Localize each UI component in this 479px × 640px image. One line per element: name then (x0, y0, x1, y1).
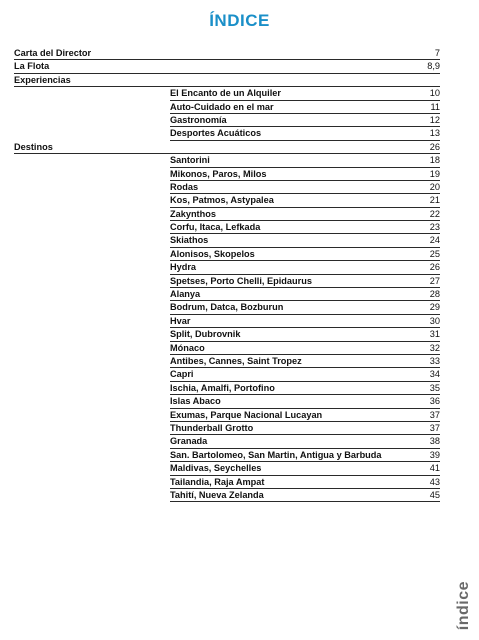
toc-entry-label: Zakynthos (170, 208, 216, 219)
toc-entry-label: Granada (170, 436, 208, 447)
toc-entry-label: Skiathos (170, 235, 209, 246)
toc-entry-page: 45 (429, 489, 440, 500)
toc-entry[interactable] (170, 489, 440, 502)
toc-entry[interactable] (170, 328, 440, 341)
toc-entry-page: 28 (429, 289, 440, 300)
toc-entry[interactable] (14, 47, 440, 60)
toc-entry-page: 26 (429, 262, 440, 273)
toc-entry[interactable] (170, 315, 440, 328)
toc-entry-page: 20 (429, 181, 440, 192)
toc-entry-label: Thunderball Grotto (170, 422, 254, 433)
toc-entry-label: Split, Dubrovnik (170, 329, 241, 340)
toc-entry-label: Destinos (14, 141, 53, 152)
toc-entry[interactable] (14, 141, 440, 154)
toc-entry[interactable] (170, 301, 440, 314)
page-title: ÍNDICE (209, 11, 270, 30)
toc-entry-label: Tahití, Nueva Zelanda (170, 489, 264, 500)
toc-entry[interactable] (170, 261, 440, 274)
toc-entry-label: Spetses, Porto Chelli, Epidaurus (170, 275, 312, 286)
toc-entry-label: Alanya (170, 289, 201, 300)
toc-entry-page: 23 (429, 222, 440, 233)
toc-entry-label: San. Bartolomeo, San Martin, Antigua y Barbuda (170, 449, 382, 460)
toc-entry[interactable] (170, 435, 440, 448)
toc-entry-label: Desportes Acuáticos (170, 128, 262, 139)
toc-entry-label: Kos, Patmos, Astypalea (170, 195, 274, 206)
toc-entry[interactable] (170, 194, 440, 207)
toc-entry-label: Maldivas, Seychelles (170, 463, 262, 474)
toc-entry-page: 22 (429, 208, 440, 219)
toc-entry-label: Tailandia, Raja Ampat (170, 476, 265, 487)
toc-entry-label: Carta del Director (14, 48, 92, 58)
toc-entry-page: 8,9 (427, 61, 440, 72)
toc-entry-label: Capri (170, 369, 194, 380)
toc-entry-label: Experiencias (14, 74, 71, 85)
toc-entry[interactable] (170, 288, 440, 301)
toc-entry[interactable] (170, 449, 440, 462)
toc-entry-label: Mikonos, Paros, Milos (170, 168, 267, 179)
toc-entry-page: 10 (429, 88, 440, 99)
toc-entry-page: 34 (429, 369, 440, 380)
toc-entry-page: 37 (429, 422, 440, 433)
toc-entry-page: 31 (429, 329, 440, 340)
toc-entry[interactable] (170, 168, 440, 181)
toc-entry[interactable] (170, 462, 440, 475)
toc-entry[interactable] (170, 342, 440, 355)
toc-entry-label: Mónaco (170, 342, 205, 353)
toc-entry-page: 26 (429, 141, 440, 152)
toc-entry[interactable] (170, 422, 440, 435)
toc-entry[interactable] (170, 234, 440, 247)
toc-entry-page: 27 (429, 275, 440, 286)
toc-entry[interactable] (170, 101, 440, 114)
toc-entry[interactable] (14, 74, 440, 87)
toc-entry-page: 13 (429, 128, 440, 139)
toc-entry[interactable] (170, 476, 440, 489)
toc-entry-page: 39 (429, 449, 440, 460)
toc-entry[interactable] (170, 154, 440, 167)
toc-entry-page: 11 (430, 101, 440, 112)
toc-entry-page: 38 (429, 436, 440, 447)
toc-entry-label: El Encanto de un Alquiler (170, 88, 281, 99)
toc-entry[interactable] (170, 208, 440, 221)
toc-entry-page: 24 (429, 235, 440, 246)
toc-entry-page: 29 (429, 302, 440, 313)
toc-entry[interactable] (170, 181, 440, 194)
toc-entry[interactable] (170, 368, 440, 381)
toc-entry-label: Hvar (170, 315, 191, 326)
toc-entry[interactable] (170, 114, 440, 127)
toc-entry-label: Santorini (170, 155, 210, 166)
toc-entry-label: Rodas (170, 181, 199, 192)
toc-entry-page: 32 (429, 342, 440, 353)
toc-entry-page: 35 (429, 382, 440, 393)
toc-entry-page: 18 (429, 155, 440, 166)
toc-entry-label: Gastronomía (170, 114, 227, 125)
toc-entry-page: 36 (429, 396, 440, 407)
toc-entry-page: 43 (429, 476, 440, 487)
toc-entry[interactable] (170, 275, 440, 288)
toc-entry[interactable] (14, 60, 440, 73)
side-label: índice (455, 580, 472, 630)
toc-entry-label: Auto-Cuidado en el mar (170, 101, 274, 112)
toc-entry-label: La Flota (14, 61, 50, 72)
toc-entry-label: Bodrum, Datca, Bozburun (170, 302, 284, 313)
toc-entry-page: 41 (429, 463, 440, 474)
toc-entry[interactable] (170, 221, 440, 234)
toc-entry-page: 21 (429, 195, 440, 206)
toc-entry[interactable] (170, 355, 440, 368)
toc-entry-label: Ischia, Amalfi, Portofino (170, 382, 275, 393)
toc-entry[interactable] (170, 409, 440, 422)
toc-entry[interactable] (170, 248, 440, 261)
toc-entry[interactable] (170, 395, 440, 408)
toc-entry-label: Antibes, Cannes, Saint Tropez (170, 355, 302, 366)
table-of-contents (14, 47, 440, 502)
toc-entry[interactable] (170, 87, 440, 100)
toc-entry-page: 19 (429, 168, 440, 179)
toc-entry-page: 7 (434, 48, 440, 58)
toc-entry[interactable] (170, 382, 440, 395)
toc-entry[interactable] (170, 127, 440, 140)
toc-entry-page: 25 (429, 248, 440, 259)
toc-entry-label: Alonisos, Skopelos (170, 248, 255, 259)
toc-entry-label: Islas Abaco (170, 396, 221, 407)
toc-entry-page: 33 (429, 355, 440, 366)
toc-entry-label: Corfu, Itaca, Lefkada (170, 222, 261, 233)
toc-entry-page: 37 (429, 409, 440, 420)
toc-entry-label: Exumas, Parque Nacional Lucayan (170, 409, 323, 420)
toc-entry-page: 30 (429, 315, 440, 326)
toc-entry-page: 12 (429, 114, 440, 125)
toc-entry-label: Hydra (170, 262, 197, 273)
